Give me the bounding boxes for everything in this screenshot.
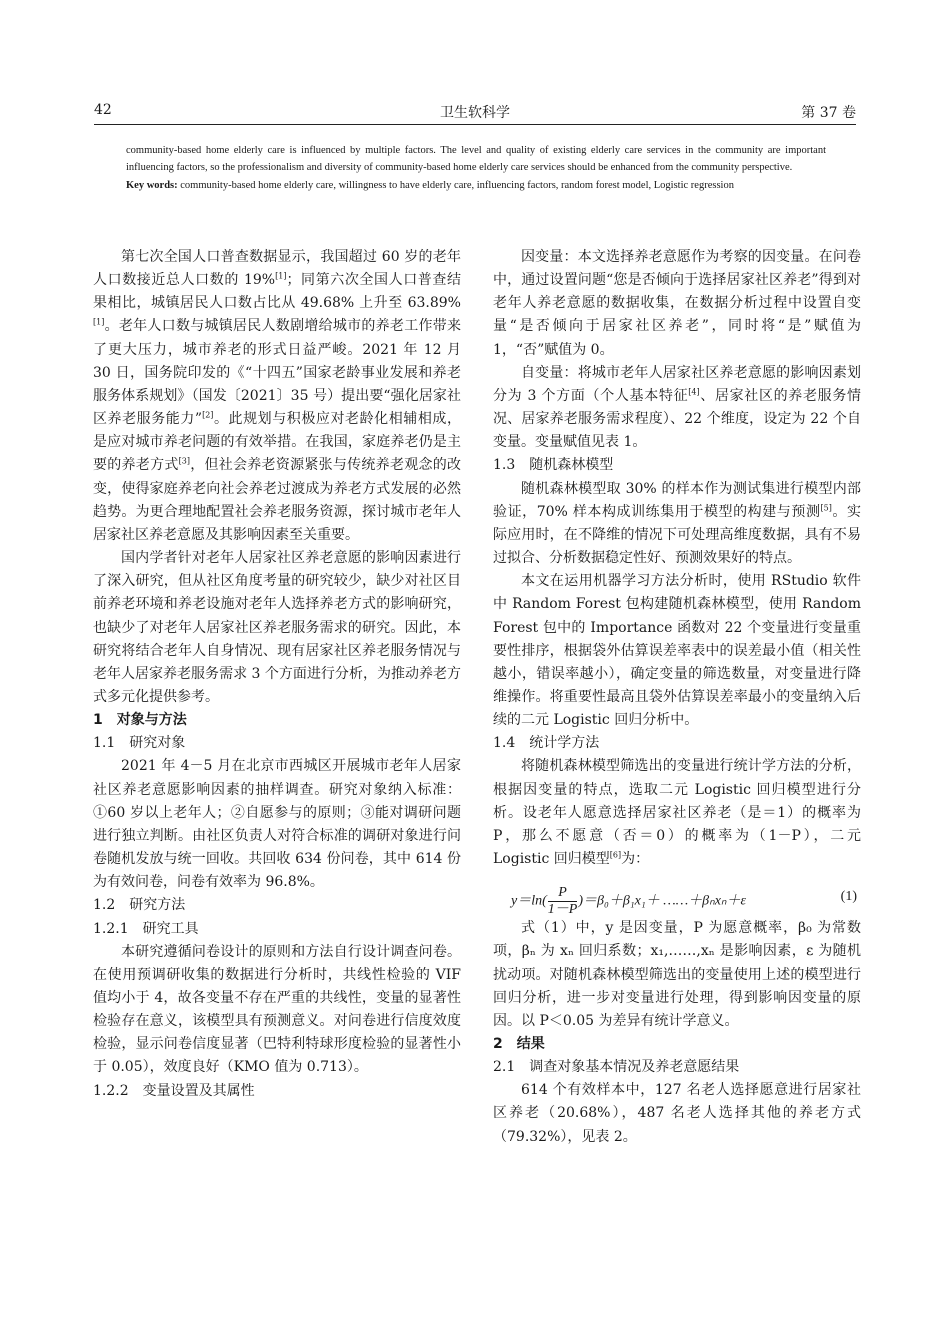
subsection-heading: 2.1 调查对象基本情况及养老意愿结果 [493,1059,740,1076]
citation: [3] [178,456,190,466]
subsection-heading: 1.4 统计学方法 [493,735,600,752]
abstract-text: community-based home elderly care is influenced by multiple factors. The level and quality of existing elderly care services in the community are important influencing factors, so the professionalism and diversity of community-based home elderly care services should be enhanced from the community perspective. [126,145,826,174]
volume-label: 第 37 卷 [801,105,856,121]
paragraph: 本文在运用机器学习方法分析时，使用 RStudio 软件中 Random Forest 包构建随机森林模型，使用 Random Forest 包中的 Importance 函数对 22 个变量进行变量重要性排序，根据袋外估算误差率表中的误差最小值（相关性越小，错误率越小），确定变量的筛选数量，对变量进行降维操作。将重要性最高且袋外估算误差率最小的变量纳入后续的二元 Logistic 回归分析中。 [493,573,861,729]
citation: [1] [93,317,105,327]
section-heading: 2 结果 [493,1036,545,1052]
keywords-line [126,177,826,194]
paragraph: 2021 年 4－5 月在北京市西城区开展城市老年人居家社区养老意愿影响因素的抽样调查。研究对象纳入标准：①60 岁以上老年人；②自愿参与的原则；③能对调研问题进行独立判断。由社区负责人对符合标准的调研对象进行问卷随机发放与统一回收。共回收 634 份问卷，其中 614 份为有效问卷，问卷有效率为 96.8%。 [93,758,461,891]
fraction-numerator: P [548,885,578,902]
text-span: 自变量：将城市老年人居家社区养老意愿的影响因素划分为 3 个方面（个人基本特征 [493,364,861,404]
text-span: 将随机森林模型筛选出的变量进行统计学方法的分析，根据因变量的特点，选取二元 Logistic 回归模型进行分析。设老年人愿意选择居家社区养老（是＝1）的概率为 P，那么不愿意（否＝0）的概率为（1－P），二元 Logistic 回归模型 [493,758,861,868]
subsection-heading: 1.3 随机森林模型 [493,457,614,474]
section-heading: 1 对象与方法 [93,712,187,729]
running-header [94,96,856,125]
text-span: 随机森林模型取 30% 的样本作为测试集进行模型内部验证，70% 样本构成训练集用于模型的构建与预测 [493,480,861,520]
right-column [493,246,861,1149]
paragraph [493,478,861,571]
formula-fraction [548,885,578,918]
page-number: 42 [94,102,112,118]
logistic-formula [493,871,861,917]
formula-lhs: y＝ln( [511,893,547,909]
keywords-text: community-based home elderly care, willingness to have elderly care, influencing factors, random forest model, Logistic regression [177,179,734,191]
text-span: ；同第六次全国人口普查结果相比，城镇居民人口数占比从 49.68% 上升至 63.89% [93,272,461,312]
citation: [4] [688,387,700,397]
equation-number: (1) [840,889,857,905]
keywords-label: Key words: [126,179,178,191]
text-span: 。老年人口数与城镇居民人数剧增给城市的养老工作带来了更大压力，城市养老的形式日益严峻。2021 年 12 月 30 日，国务院印发的《“十四五”国家老龄事业发展和养老服务体系规划》（国发〔2021〕35 号）提出要“强化居家社区养老服务能力” [93,318,461,428]
text-span: 第七次全国人口普查数据显示，我国超过 60 岁的老年人口数接近总人口数的 19% [93,249,461,289]
citation: [2] [202,410,214,420]
english-abstract [126,142,826,194]
paragraph: 本研究遵循问卷设计的原则和方法自行设计调查问卷。在使用预调研收集的数据进行分析时，共线性检验的 VIF 值均小于 4，故各变量不存在严重的共线性，变量的显著性检验存在意义，该模型具有预测意义。对问卷进行信度效度检验，显示问卷信度显著（巴特利特球形度检验的显著性小于 0.05），效度良好（KMO 值为 0.713）。 [93,943,461,1076]
subsection-heading: 1.2 研究方法 [93,897,186,914]
left-column [93,246,461,1103]
subsubsection-heading: 1.2.1 研究工具 [93,920,199,937]
text-span: 。实际应用时，在不降维的情况下可处理高维度数据，具有不易过拟合、分析数据稳定性好、预测效果好的特点。 [493,503,861,567]
text-span: 、居家社区的养老服务情况、居家养老服务需求程度）、22 个维度，设定为 22 个自变量。变量赋值见表 1。 [493,387,862,451]
subsubsection-heading: 1.2.2 变量设置及其属性 [93,1082,255,1099]
paragraph: 国内学者针对老年人居家社区养老意愿的影响因素进行了深入研究，但从社区角度考量的研究较少，缺少对社区目前养老环境和养老设施对老年人选择养老方式的影响研究，也缺少了对老年人居家社区养老服务需求的研究。因此，本研究将结合老年人自身情况、现有居家社区养老服务情况与老年人居家养老服务需求 3 个方面进行分析，为推动养老方式多元化提供参考。 [93,550,461,705]
citation: [6] [609,850,622,860]
citation: [5] [820,503,832,513]
fraction-denominator: 1－P [547,902,578,918]
text-span: 为： [621,851,650,868]
paragraph [493,362,861,455]
text-span: 。此规划与积极应对老龄化相辅相成，是应对城市养老问题的有效举措。在我国，家庭养老仍是主要的养老方式 [93,411,461,474]
citation: [1] [275,271,287,281]
subsection-heading: 1.1 研究对象 [93,735,186,752]
formula-expression [511,885,746,918]
paragraph [493,755,861,871]
journal-title: 卫生软科学 [440,105,510,121]
paragraph: 614 个有效样本中，127 名老人选择愿意进行居家社区养老（20.68%），487 名老人选择其他的养老方式（79.32%），见表 2。 [493,1082,861,1145]
paragraph [93,246,461,547]
paragraph: 式（1）中，y 是因变量，P 为愿意概率，β₀ 为常数项，βₙ 为 xₙ 回归系数；x₁,……,xₙ 是影响因素，ε 为随机扰动项。对随机森林模型筛选出的变量使用上述的模型进行回归分析，进一步对变量进行处理，得到影响因变量的原因。以 P＜0.05 为差异有统计学意义。 [493,920,861,1029]
text-span: ，但社会养老资源紧张与传统养老观念的改变，使得家庭养老向社会养老过渡成为养老方式发展的必然趋势。为更合理地配置社会养老服务资源，探讨城市老年人居家社区养老意愿及其影响因素至关重要。 [93,457,462,543]
formula-rhs: )＝β₀＋β₁x₁＋ ……＋βₙxₙ＋ε [578,893,747,909]
paragraph: 因变量：本文选择养老意愿作为考察的因变量。在问卷中，通过设置问题“您是否倾向于选择居家社区养老”得到对老年人养老意愿的数据收集，在数据分析过程中设置自变量“是否倾向于居家社区养老”，同时将“是”赋值为 1，“否”赋值为 0。 [493,249,861,358]
